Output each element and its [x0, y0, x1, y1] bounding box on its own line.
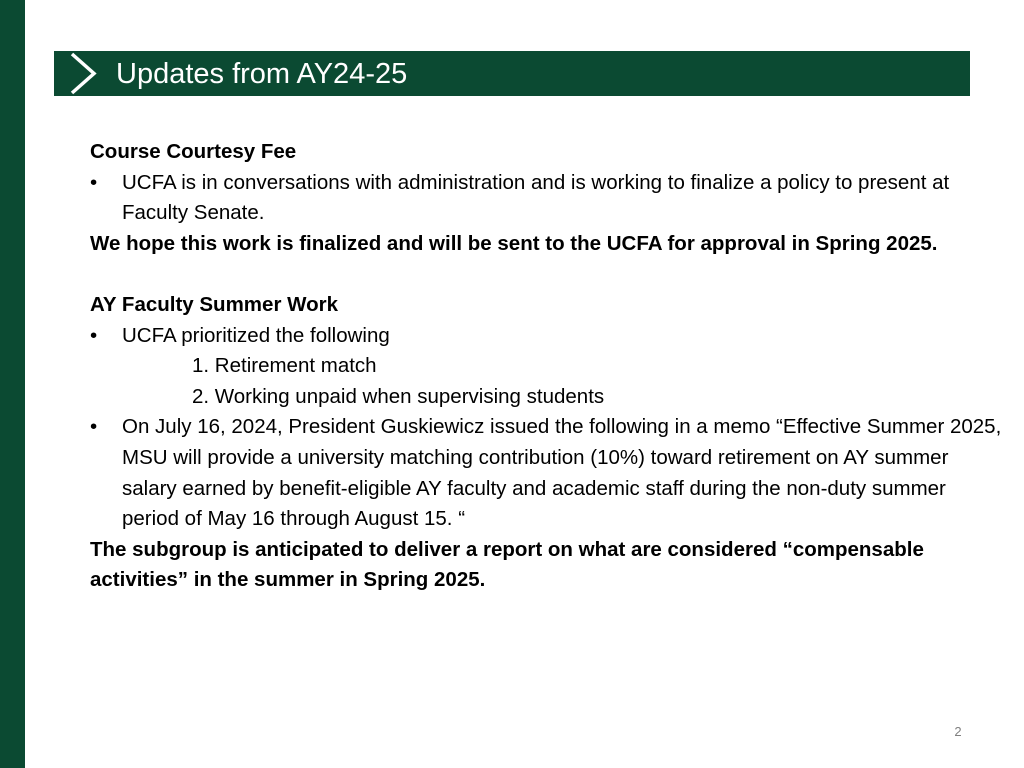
- bullet-icon: •: [90, 170, 98, 194]
- chevron-right-icon: [68, 51, 100, 96]
- summer-work-note: The subgroup is anticipated to deliver a report on what are considered “compensable activities” in the summer in Spring 2025.: [90, 537, 924, 592]
- left-accent-stripe: [0, 0, 25, 768]
- summer-work-bullet-text: UCFA prioritized the following: [122, 323, 390, 347]
- numbered-item: 2. Working unpaid when supervising students: [192, 384, 605, 408]
- course-fee-section: [90, 137, 1005, 259]
- page-number: 2: [954, 724, 962, 739]
- course-fee-bullet-text: UCFA is in conversations with administration and is working to finalize a policy to present at Faculty Senate.: [122, 170, 950, 225]
- bullet-icon: •: [90, 323, 98, 347]
- list-item: [90, 412, 1005, 534]
- summer-work-section: [90, 290, 1005, 596]
- title-bar: [54, 51, 970, 96]
- list-item: [90, 321, 1005, 352]
- slide-title: Updates from AY24-25: [116, 58, 408, 90]
- section-spacer: [90, 259, 1005, 290]
- slide-content: [90, 137, 1005, 596]
- numbered-item: 1. Retirement match: [192, 354, 377, 378]
- memo-quote-text: On July 16, 2024, President Guskiewicz issued the following in a memo “Effective Summer 2025, MSU will provide a university matching contribution (10%) toward retirement on AY summer salary earned by benefit-eligible AY faculty and academic staff during the non-duty summer period of May 16 through August 15. “: [122, 415, 1002, 531]
- summer-work-heading: AY Faculty Summer Work: [90, 292, 338, 316]
- course-fee-heading: Course Courtesy Fee: [90, 140, 297, 163]
- list-item: [90, 168, 1005, 229]
- bullet-icon: •: [90, 415, 98, 439]
- course-fee-note: We hope this work is finalized and will be sent to the UCFA for approval in Spring 2025.: [90, 231, 938, 255]
